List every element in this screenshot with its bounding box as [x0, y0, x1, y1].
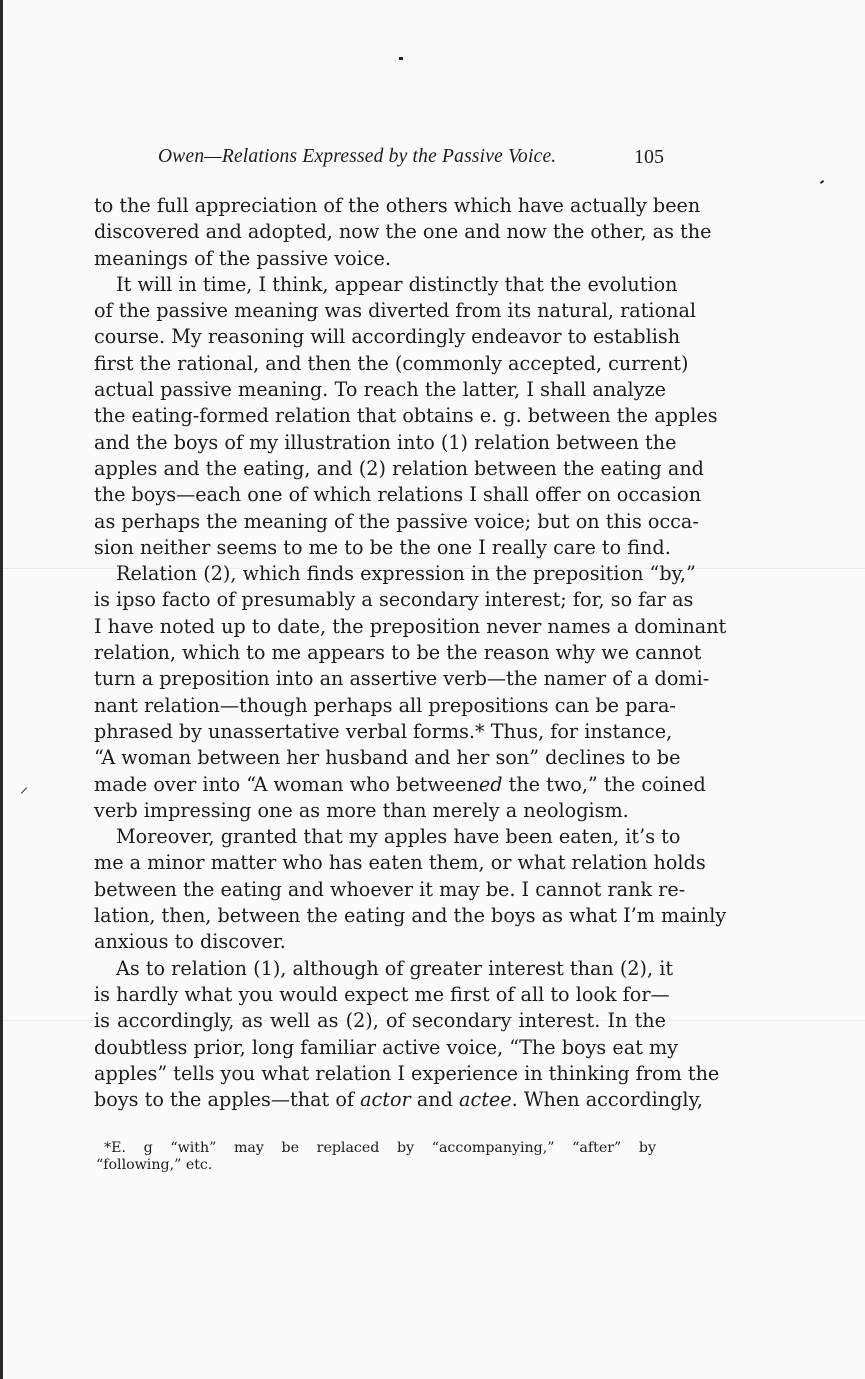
text-line: Relation (2), which finds expression in the preposition “by,” — [116, 562, 696, 586]
text-line: phrased by unassertative verbal forms.* Thus, for instance, — [94, 719, 673, 743]
text-line: Moreover, granted that my apples have been eaten, it’s to — [116, 825, 681, 849]
text-line: anxious to discover. — [94, 930, 286, 954]
text-fragment: the two,” the coined — [502, 772, 706, 796]
text-line: lation, then, between the eating and the boys as what I’m mainly — [94, 904, 727, 928]
text-fragment: and — [410, 1088, 460, 1112]
text-line: relation, which to me appears to be the reason why we cannot — [94, 641, 702, 665]
text-line: turn a preposition into an assertive verb—the namer of a domi- — [94, 667, 710, 691]
text-line: is ipso facto of presumably a secondary interest; for, so far as — [94, 588, 694, 612]
text-line: doubtless prior, long familiar active voice, “The boys eat my — [94, 1035, 678, 1059]
text-line: to the full appreciation of the others which have actually been — [94, 194, 701, 217]
text-line: the boys—each one of which relations I shall offer on occasion — [94, 483, 702, 507]
page-number: 105 — [634, 146, 664, 168]
text-line: “A woman between her husband and her son” declines to be — [94, 746, 681, 770]
scan-speck — [21, 787, 27, 793]
text-fragment: made over into “A woman who between — [94, 772, 479, 796]
body-text — [94, 193, 727, 1113]
text-line: as perhaps the meaning of the passive voice; but on this occa- — [94, 509, 699, 533]
text-line — [94, 772, 706, 798]
text-line: first the rational, and then the (commonly accepted, current) — [94, 351, 689, 375]
scan-page-edge — [0, 0, 3, 1379]
text-line: As to relation (1), although of greater interest than (2), it — [116, 956, 674, 980]
text-line: meanings of the passive voice. — [94, 246, 391, 270]
text-fragment: boys to the apples—that of — [94, 1088, 361, 1112]
text-line: between the eating and whoever it may be. I cannot rank re- — [94, 877, 686, 901]
text-fragment: . When accordingly, — [511, 1088, 703, 1112]
footnote-text: E. g “with” may be replaced by “accompanying,” “after” by — [111, 1140, 656, 1156]
running-head — [96, 144, 664, 172]
text-line: course. My reasoning will accordingly endeavor to establish — [94, 325, 681, 349]
italic-fragment: ed — [478, 772, 503, 796]
text-line: actual passive meaning. To reach the latter, I shall analyze — [94, 378, 666, 402]
footnote-marker: * — [104, 1140, 112, 1156]
scan-speck — [820, 180, 824, 184]
text-line: It will in time, I think, appear distinctly that the evolution — [116, 272, 678, 296]
italic-fragment: actee — [459, 1088, 512, 1112]
text-line: apples and the eating, and (2) relation between the eating and — [94, 456, 704, 480]
text-line: verb impressing one as more than merely a neologism. — [94, 798, 629, 822]
text-line — [94, 1087, 703, 1113]
text-line: is accordingly, as well as (2), of secondary interest. In the — [94, 1009, 666, 1033]
text-line: sion neither seems to me to be the one I really care to find. — [94, 535, 671, 559]
text-line: apples” tells you what relation I experience in thinking from the — [94, 1061, 720, 1085]
footnote — [96, 1140, 656, 1174]
text-line: I have noted up to date, the preposition never names a dominant — [94, 614, 727, 638]
footnote-line — [96, 1140, 656, 1157]
text-line: nant relation—though perhaps all prepositions can be para- — [94, 693, 676, 717]
italic-fragment: actor — [360, 1088, 411, 1112]
footnote-line: “following,” etc. — [96, 1157, 213, 1173]
text-line: is hardly what you would expect me first of all to look for— — [94, 982, 670, 1006]
running-title: Owen—Relations Expressed by the Passive Voice. — [158, 146, 557, 167]
text-line: and the boys of my illustration into (1) relation between the — [94, 430, 677, 454]
text-line: of the passive meaning was diverted from its natural, rational — [94, 299, 697, 323]
text-line: me a minor matter who has eaten them, or what relation holds — [94, 851, 706, 875]
text-line: discovered and adopted, now the one and now the other, as the — [94, 220, 712, 244]
scan-speck — [399, 57, 403, 60]
text-line: the eating-formed relation that obtains e. g. between the apples — [94, 404, 718, 428]
